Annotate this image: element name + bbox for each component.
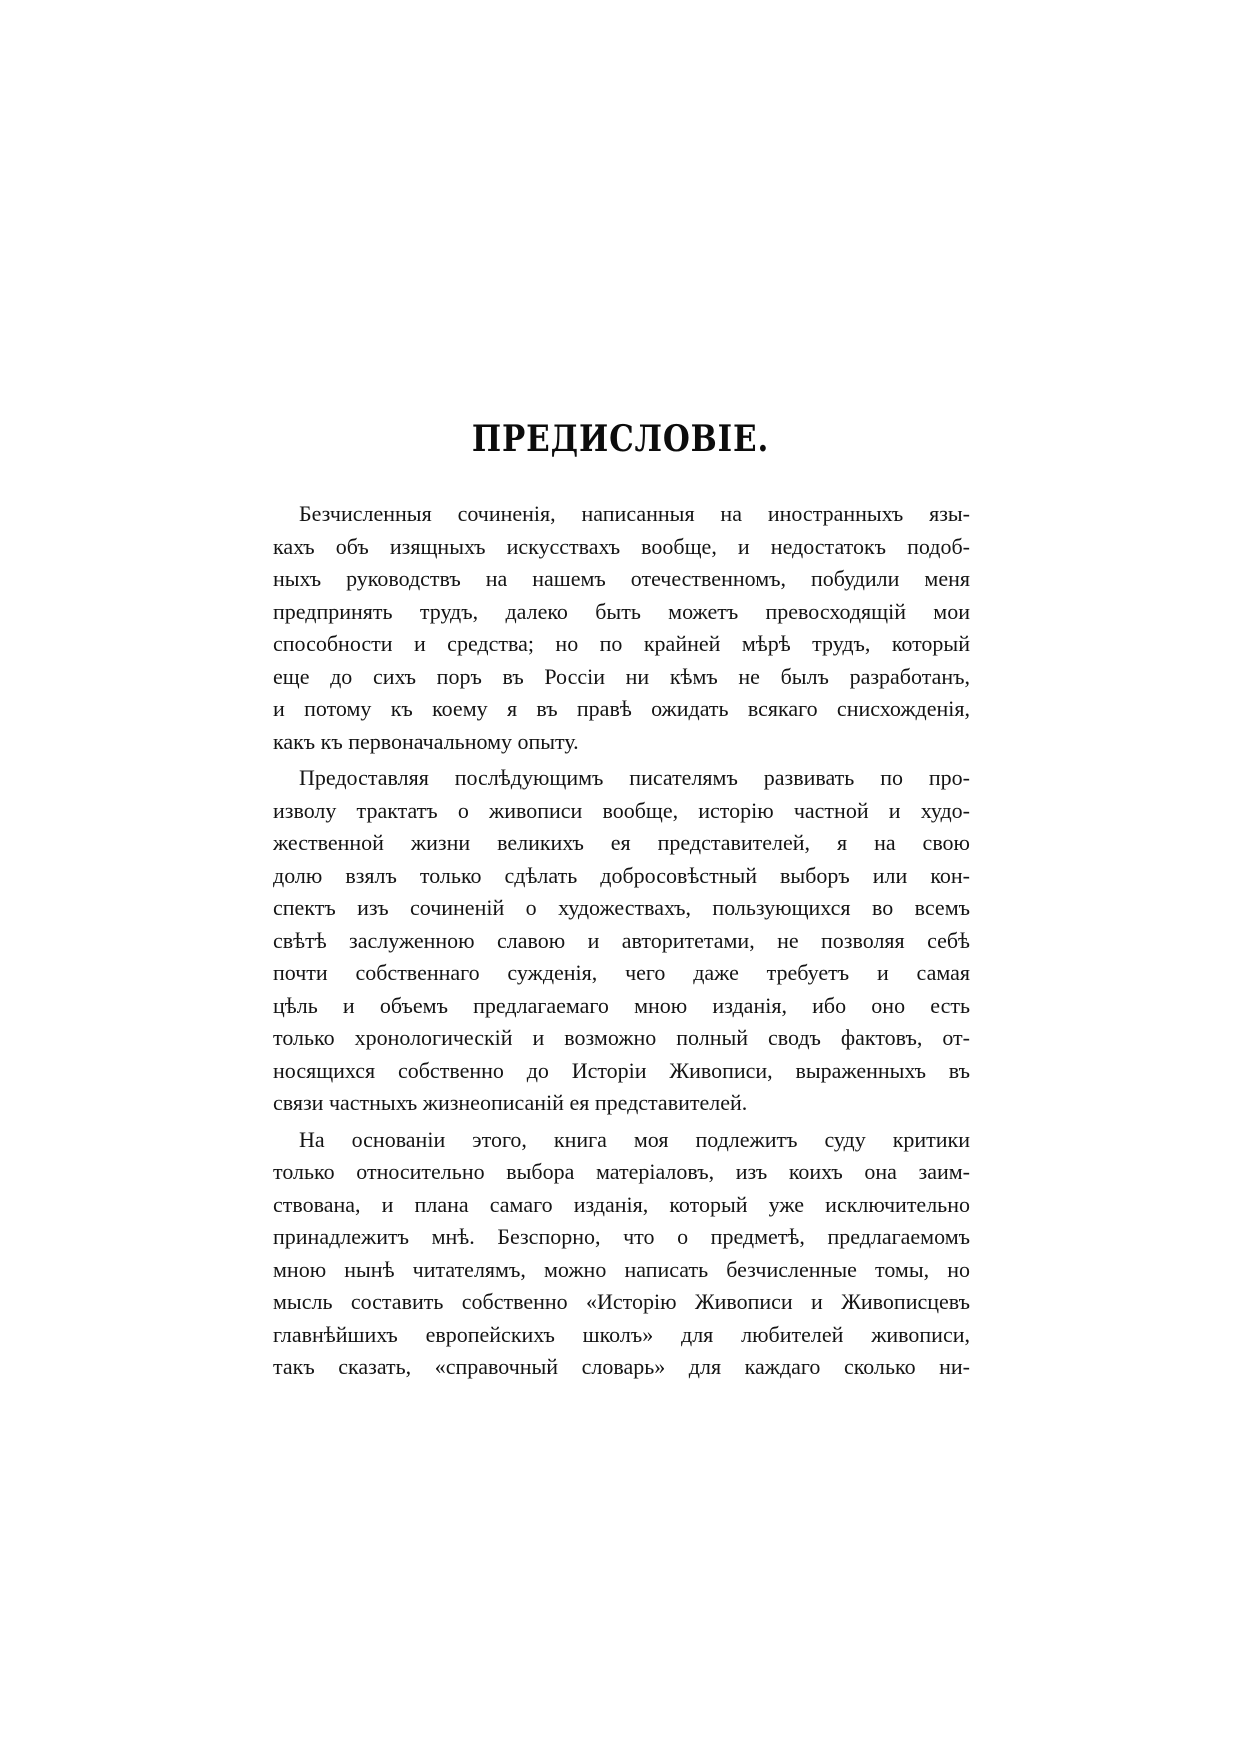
text-line: На основаніи этого, книга моя подлежитъ суду критики [299,1126,970,1152]
text-line: долю взялъ только сдѣлать добросовѣстный выборъ или кон- [273,862,970,888]
text-line: ствована, и плана самаго изданія, который уже исключительно [273,1191,970,1217]
text-line: цѣль и объемъ предлагаемаго мною изданія, ибо оно есть [273,992,970,1018]
text-line: спектъ изъ сочиненій о художествахъ, пользующихся во всемъ [273,895,970,920]
paragraph-3 [273,1124,970,1384]
page-title: ПРЕДИСЛОВІЕ. [471,418,770,460]
text-line: жественной жизни великихъ ея представителей, я на свою [273,830,970,855]
text-line: только относительно выбора матеріаловъ, изъ коихъ она заим- [273,1159,970,1184]
text-line: такъ сказать, «справочный словарь» для каждаго сколько ни- [273,1354,970,1379]
text-line: Предоставляя послѣдующимъ писателямъ развивать по про- [299,765,970,790]
text-line: носящихся собственно до Исторіи Живописи, выраженныхъ въ [273,1057,970,1083]
text-line: Безчисленныя сочиненія, написанныя на иностранныхъ язы- [299,501,970,526]
text-line: мною нынѣ читателямъ, можно написать безчисленные томы, но [273,1256,970,1282]
text-line: кахъ объ изящныхъ искусствахъ вообще, и недостатокъ подоб- [273,533,970,559]
text-line: связи частныхъ жизнеописаній ея представителей. [273,1090,748,1115]
text-line: какъ къ первоначальному опыту. [273,728,579,754]
paragraph-1 [273,498,970,758]
text-line: изволу трактатъ о живописи вообще, исторію частной и худо- [273,797,970,823]
text-line: мысль составить собственно «Исторію Живописи и Живописцевъ [273,1289,970,1314]
text-line: почти собственнаго сужденія, чего даже требуетъ и самая [273,960,970,985]
preface-body [273,498,970,1384]
text-line: способности и средства; но по крайней мѣрѣ трудъ, который [273,631,970,656]
text-line: только хронологическій и возможно полный сводъ фактовъ, от- [273,1025,970,1050]
paragraph-2 [273,762,970,1120]
text-line: и потому къ коему я въ правѣ ожидать всякаго снисхожденія, [273,696,970,721]
text-line: принадлежитъ мнѣ. Безспорно, что о предметѣ, предлагаемомъ [273,1224,970,1249]
text-line: ныхъ руководствъ на нашемъ отечественномъ, побудили меня [273,566,970,591]
text-line: еще до сихъ поръ въ Россіи ни кѣмъ не былъ разработанъ, [273,663,970,689]
text-line: главнѣйшихъ европейскихъ школъ» для любителей живописи, [273,1321,970,1347]
text-line: свѣтѣ заслуженною славою и авторитетами, не позволяя себѣ [273,927,970,953]
text-line: предпринять трудъ, далеко быть можетъ превосходящій мои [273,598,970,624]
